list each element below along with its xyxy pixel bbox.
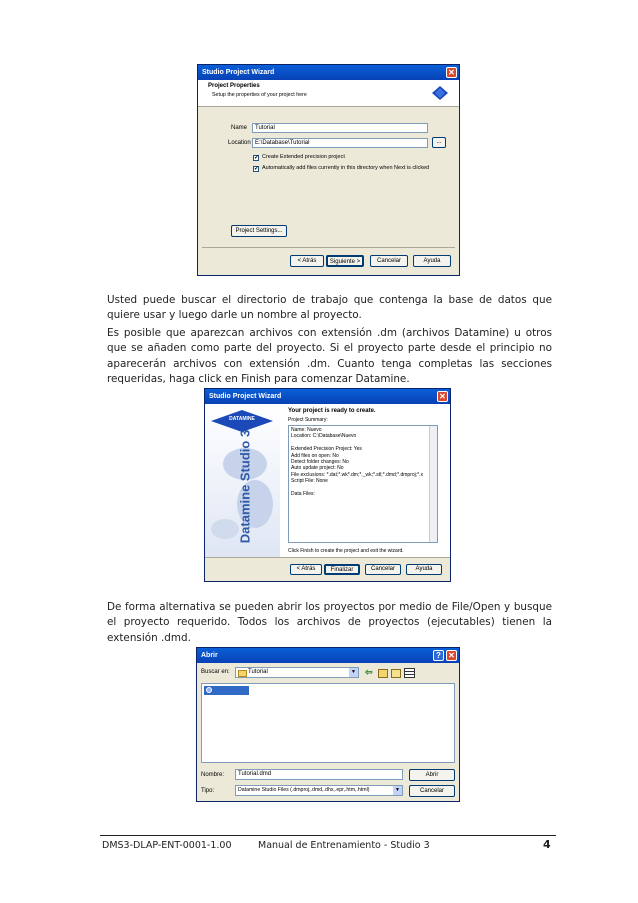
list-item[interactable] bbox=[204, 686, 249, 703]
logo-text: DATAMINE bbox=[229, 416, 255, 422]
view-menu-icon[interactable] bbox=[404, 668, 415, 678]
filename-field[interactable]: Tutorial.dmd bbox=[235, 769, 403, 780]
text-line: el proyecto requerido. Todos los archivos de proyectos (ejecutables) tienen la bbox=[107, 616, 552, 629]
summary-textbox[interactable] bbox=[288, 425, 438, 543]
text-line: Es posible que aparezcan archivos con extensión .dm (archivos Datamine) u otros bbox=[107, 327, 552, 339]
side-title: Datamine Studio 3 bbox=[237, 429, 253, 544]
header-subtitle: Setup the properties of your project here bbox=[212, 92, 307, 98]
summary-line: Extended Precision Project: Yes bbox=[291, 446, 362, 453]
location-field[interactable]: E:\Database\Tutorial bbox=[252, 138, 428, 148]
lookin-label: Buscar en: bbox=[201, 669, 230, 675]
footer-doc-title: Manual de Entrenamiento - Studio 3 bbox=[258, 840, 430, 851]
folder-icon bbox=[238, 670, 247, 677]
file-list[interactable] bbox=[201, 683, 455, 763]
text-line: quiere usar y luego darle un nombre al proyecto. bbox=[107, 309, 362, 322]
datamine-side-panel bbox=[205, 404, 280, 557]
name-label: Name bbox=[231, 125, 248, 131]
help-icon[interactable]: ? bbox=[433, 650, 444, 661]
summary-line: Script File: None bbox=[291, 478, 328, 485]
filetype-select[interactable] bbox=[235, 785, 403, 796]
cancel-button[interactable]: Cancelar bbox=[409, 785, 455, 797]
back-button[interactable]: < Atrás bbox=[290, 255, 324, 267]
auto-add-files-checkbox[interactable]: ✓ bbox=[254, 166, 260, 172]
file-icon bbox=[206, 687, 212, 693]
close-icon[interactable]: ✕ bbox=[446, 67, 457, 78]
filetype-value: Datamine Studio Files (.dmproj,.dmd,.dhx,.epr,.htm,.html) bbox=[238, 787, 370, 793]
diamond-icon bbox=[432, 86, 448, 100]
summary-scrollbar[interactable] bbox=[429, 426, 437, 542]
location-label: Location bbox=[228, 140, 251, 146]
chevron-down-icon[interactable]: ▼ bbox=[393, 786, 402, 795]
back-button[interactable]: < Atrás bbox=[290, 564, 322, 575]
filename-label: Nombre: bbox=[201, 772, 225, 778]
browse-button[interactable]: ... bbox=[432, 137, 446, 148]
check2-label: Automatically add files currently in this directory when Next is clicked bbox=[262, 165, 430, 171]
text-line: extensión .dmd. bbox=[107, 631, 191, 644]
summary-line: Auto update project: No bbox=[291, 465, 344, 472]
close-icon[interactable]: ✕ bbox=[437, 391, 448, 402]
project-wizard-window bbox=[197, 64, 460, 276]
next-button[interactable]: Siguiente > bbox=[326, 255, 364, 267]
extended-precision-checkbox[interactable]: ✓ bbox=[254, 155, 260, 161]
text-line: Usted puede buscar el directorio de trabajo que contenga la base de datos que bbox=[107, 294, 552, 306]
paragraph-1 bbox=[107, 293, 552, 324]
summary-line: Add files on open: No bbox=[291, 452, 339, 459]
summary-line: Name: Nuevo bbox=[291, 427, 322, 433]
cancel-button[interactable]: Cancelar bbox=[370, 255, 408, 267]
text-line: que se añaden como parte del proyecto. Si el proyecto parte desde el principio no bbox=[107, 342, 552, 355]
chevron-down-icon[interactable]: ▼ bbox=[349, 668, 358, 677]
finish-instructions: Click Finish to create the project and exit the wizard. bbox=[288, 548, 404, 554]
text-line: aparecerán archivos con extensión .dm. Cuanto tenga completas las secciones bbox=[107, 357, 552, 370]
ready-text: Your project is ready to create. bbox=[288, 408, 376, 414]
new-folder-icon[interactable] bbox=[391, 669, 401, 678]
name-field[interactable]: Tutorial bbox=[252, 123, 428, 133]
wizard-title-bar bbox=[198, 65, 459, 80]
summary-line: Detect folder changes: No bbox=[291, 458, 349, 465]
dialog-title: Abrir bbox=[201, 652, 218, 659]
lookin-value: Tutorial bbox=[248, 669, 268, 675]
divider bbox=[205, 557, 450, 558]
text-line: requeridas, haga click en Finish para comenzar Datamine. bbox=[107, 372, 410, 385]
file-name: Tutorial.dmd bbox=[214, 697, 248, 703]
check1-label: Create Extended precision project bbox=[262, 154, 345, 160]
summary-panel bbox=[280, 404, 450, 557]
footer-doc-id: DMS3-DLAP-ENT-0001-1.00 bbox=[102, 840, 232, 851]
project-settings-button[interactable]: Project Settings... bbox=[231, 225, 287, 237]
wizard-title: Studio Project Wizard bbox=[209, 393, 282, 400]
project-wizard-summary-window bbox=[204, 388, 451, 582]
summary-line: Location: C:\Database\Nuevo bbox=[291, 433, 357, 440]
wizard-title: Studio Project Wizard bbox=[202, 69, 275, 76]
header-title: Project Properties bbox=[208, 83, 260, 89]
up-folder-icon[interactable] bbox=[378, 669, 388, 678]
finish-button[interactable]: Finalizar bbox=[324, 564, 360, 575]
page-number: 4 bbox=[543, 838, 551, 851]
cancel-button[interactable]: Cancelar bbox=[365, 564, 401, 575]
summary-lines bbox=[291, 427, 423, 497]
paragraph-2 bbox=[107, 326, 552, 387]
close-icon[interactable]: ✕ bbox=[446, 650, 457, 661]
paragraph-3 bbox=[107, 600, 552, 646]
lookin-select[interactable] bbox=[235, 667, 359, 678]
help-button[interactable]: Ayuda bbox=[406, 564, 442, 575]
wizard-header bbox=[198, 80, 459, 107]
summary-line: File exclusions: *.dat;*.wk*.dm;*._wk;*.stl;*.dmd;*.dmproj;*.x bbox=[291, 471, 423, 478]
wizard-title-bar bbox=[205, 389, 450, 404]
dialog-title-bar bbox=[197, 648, 459, 663]
text-line: De forma alternativa se pueden abrir los proyectos por medio de File/Open y busque bbox=[107, 601, 552, 613]
summary-label: Project Summary: bbox=[288, 417, 328, 423]
summary-line: Data Files: bbox=[291, 490, 315, 497]
help-button[interactable]: Ayuda bbox=[413, 255, 451, 267]
filetype-label: Tipo: bbox=[201, 788, 215, 794]
divider bbox=[202, 247, 455, 248]
footer-rule bbox=[100, 835, 556, 836]
open-button[interactable]: Abrir bbox=[409, 769, 455, 781]
open-dialog-window bbox=[196, 647, 460, 802]
back-arrow-icon[interactable]: ⇦ bbox=[365, 667, 373, 677]
